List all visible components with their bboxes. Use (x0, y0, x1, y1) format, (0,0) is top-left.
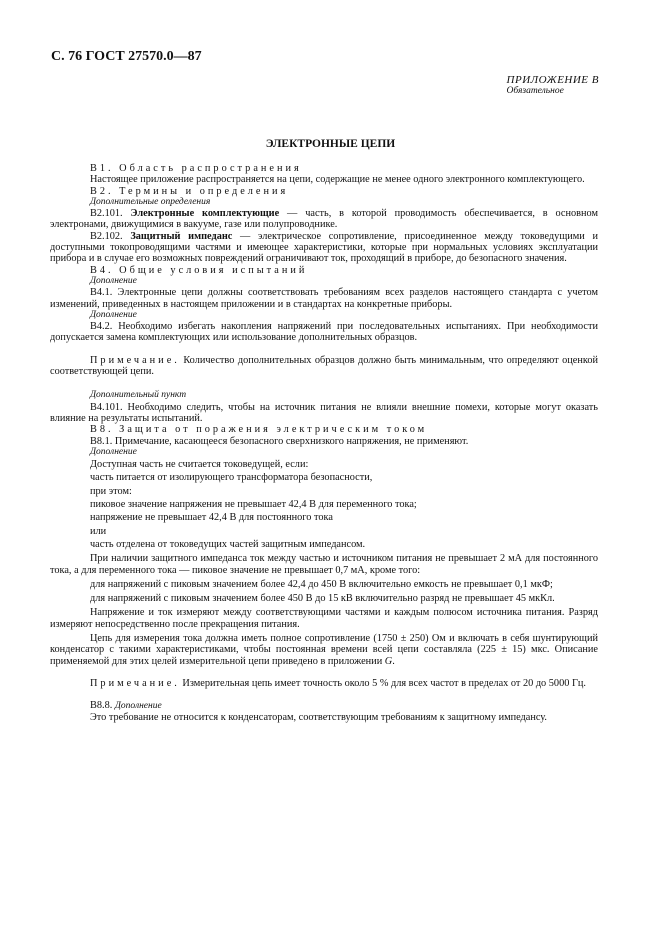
appendix-block (507, 74, 599, 96)
b4-2-paragraph: В4.2. Необходимо избегать накопления напряжений при последовательных испытаниях. При необходимости допускается замена комплектующих или использование дополнительных образцов. (50, 321, 598, 344)
b1-heading: В1. Область распространения (90, 163, 302, 174)
b88-number: В8.8. (90, 700, 115, 712)
b2-102-number: В2.102. (90, 230, 131, 242)
b2-heading: В2. Термины и определения (90, 185, 289, 197)
b8-line-5: напряжение не превышает 42,4 В для постоянного тока (90, 512, 333, 524)
b8-p6-text: Цепь для измерения тока должна иметь полное сопротивление (1750 ± 250) Ом и включать в себя шунтирующий конденсатор с такими характеристиками, чтобы постоянная времени всей цепи составляла (225 ± 15) мкс. Описание применяемой для этих целей измерительной цепи приведено в приложении (50, 632, 598, 667)
b2-102-term: Защитный импеданс (130, 230, 233, 242)
b2-101-term: Электронные комплектующие (130, 208, 280, 220)
b8-line-3: при этом: (90, 485, 132, 497)
b8-p6-ref: G (384, 655, 393, 667)
b4-note-label: Примечание. (90, 354, 180, 366)
page-title: ЭЛЕКТРОННЫЕ ЦЕПИ (265, 138, 396, 150)
b8-1-paragraph: В8.1. Примечание, касающееся безопасного сверхнизкого напряжения, не применяют. (90, 435, 469, 447)
b4-101-paragraph: В4.101. Необходимо следить, чтобы на источник питания не влияли внешние помехи, которые могут оказать влияние на результаты испытаний. (50, 401, 598, 424)
page-header: С. 76 ГОСТ 27570.0—87 (51, 49, 202, 64)
b2-101-number: В2.101. (90, 208, 131, 220)
b8-note-text: Измерительная цепь имеет точность около 5 % для всех частот в пределах от 20 до 5000 Гц. (179, 677, 586, 689)
b8-line-7: часть отделена от токоведущих частей защитным импедансом. (90, 538, 366, 550)
b2-102-paragraph (50, 231, 598, 265)
b8-subheading-1: Дополнение (90, 446, 137, 457)
b8-paragraph-2: При наличии защитного импеданса ток между частью и источником питания не превышает 2 мА для постоянного тока, а для переменного тока — пиковое значение не превышает 0,7 мА, кроме того: (50, 553, 598, 576)
b8-paragraph-6 (50, 633, 598, 667)
b4-note (50, 355, 598, 378)
b8-line-1: Доступная часть не считается токоведущей, если: (90, 459, 309, 471)
appendix-status: Обязательное (506, 86, 564, 96)
b88-heading (90, 700, 598, 712)
b88-text: Это требование не относится к конденсаторам, соответствующим требованиям к защитному импедансу. (90, 712, 548, 724)
b4-note-text: Количество дополнительных образцов должно быть минимальным, что определяют оценкой соответствующей цепи. (50, 354, 598, 378)
b8-paragraph-3: для напряжений с пиковым значением более 42,4 до 450 В включительно емкость не превышает 0,1 мкФ; (90, 578, 553, 590)
b8-paragraph-4: для напряжений с пиковым значением более 450 В до 15 кВ включительно разряд не превышает 45 мкКл. (90, 593, 555, 605)
b4-1-paragraph: В4.1. Электронные цепи должны соответствовать требованиям всех разделов настоящего стандарта с учетом изменений, приведенных в настоящем приложении и в стандартах на конкретные приборы. (50, 287, 598, 310)
document-body (50, 163, 598, 724)
b2-101-text: — часть, в которой проводимость обеспечивается, в основном электронами, движущимися в вакууме, газе или полупроводнике. (50, 208, 598, 231)
b8-line-6: или (90, 525, 107, 537)
b4-heading: В4. Общие условия испытаний (90, 264, 308, 276)
b1-text: Настоящее приложение распространяется на цепи, содержащие не менее одного электронного комплектующего. (90, 174, 585, 186)
b4-subheading-3: Дополнительный пункт (90, 390, 187, 401)
b2-102-text: — электрическое сопротивление, присоединенное между токоведущими и доступными токопроводящими частями и имеющее характеристики, которые при нормальных условиях эксплуатации прибора и в случае его возможных повреждений ограничивают ток, проходящий в приборе, до безопасного значения. (50, 230, 598, 265)
b2-101-paragraph (50, 208, 598, 231)
b8-heading: В8. Защита от поражения электрическим током (90, 424, 428, 436)
b2-subheading: Дополнительные определения (90, 196, 211, 207)
b8-p6-end: . (392, 655, 395, 667)
b8-line-2: часть питается от изолирующего трансформатора безопасности, (90, 472, 373, 484)
b8-note-label: Примечание. (90, 677, 180, 689)
b4-subheading-1: Дополнение (90, 275, 137, 286)
appendix-label: ПРИЛОЖЕНИЕ В (506, 74, 599, 86)
b8-line-4: пиковое значение напряжения не превышает 42,4 В для переменного тока; (90, 499, 417, 511)
b88-subheading: Дополнение (114, 701, 162, 712)
b8-paragraph-5: Напряжение и ток измеряют между соответствующими частями и каждым полюсом источника питания. Разряд измеряют непосредственно после прекращения питания. (50, 607, 598, 630)
b8-note (50, 678, 598, 689)
b4-subheading-2: Дополнение (90, 309, 137, 320)
